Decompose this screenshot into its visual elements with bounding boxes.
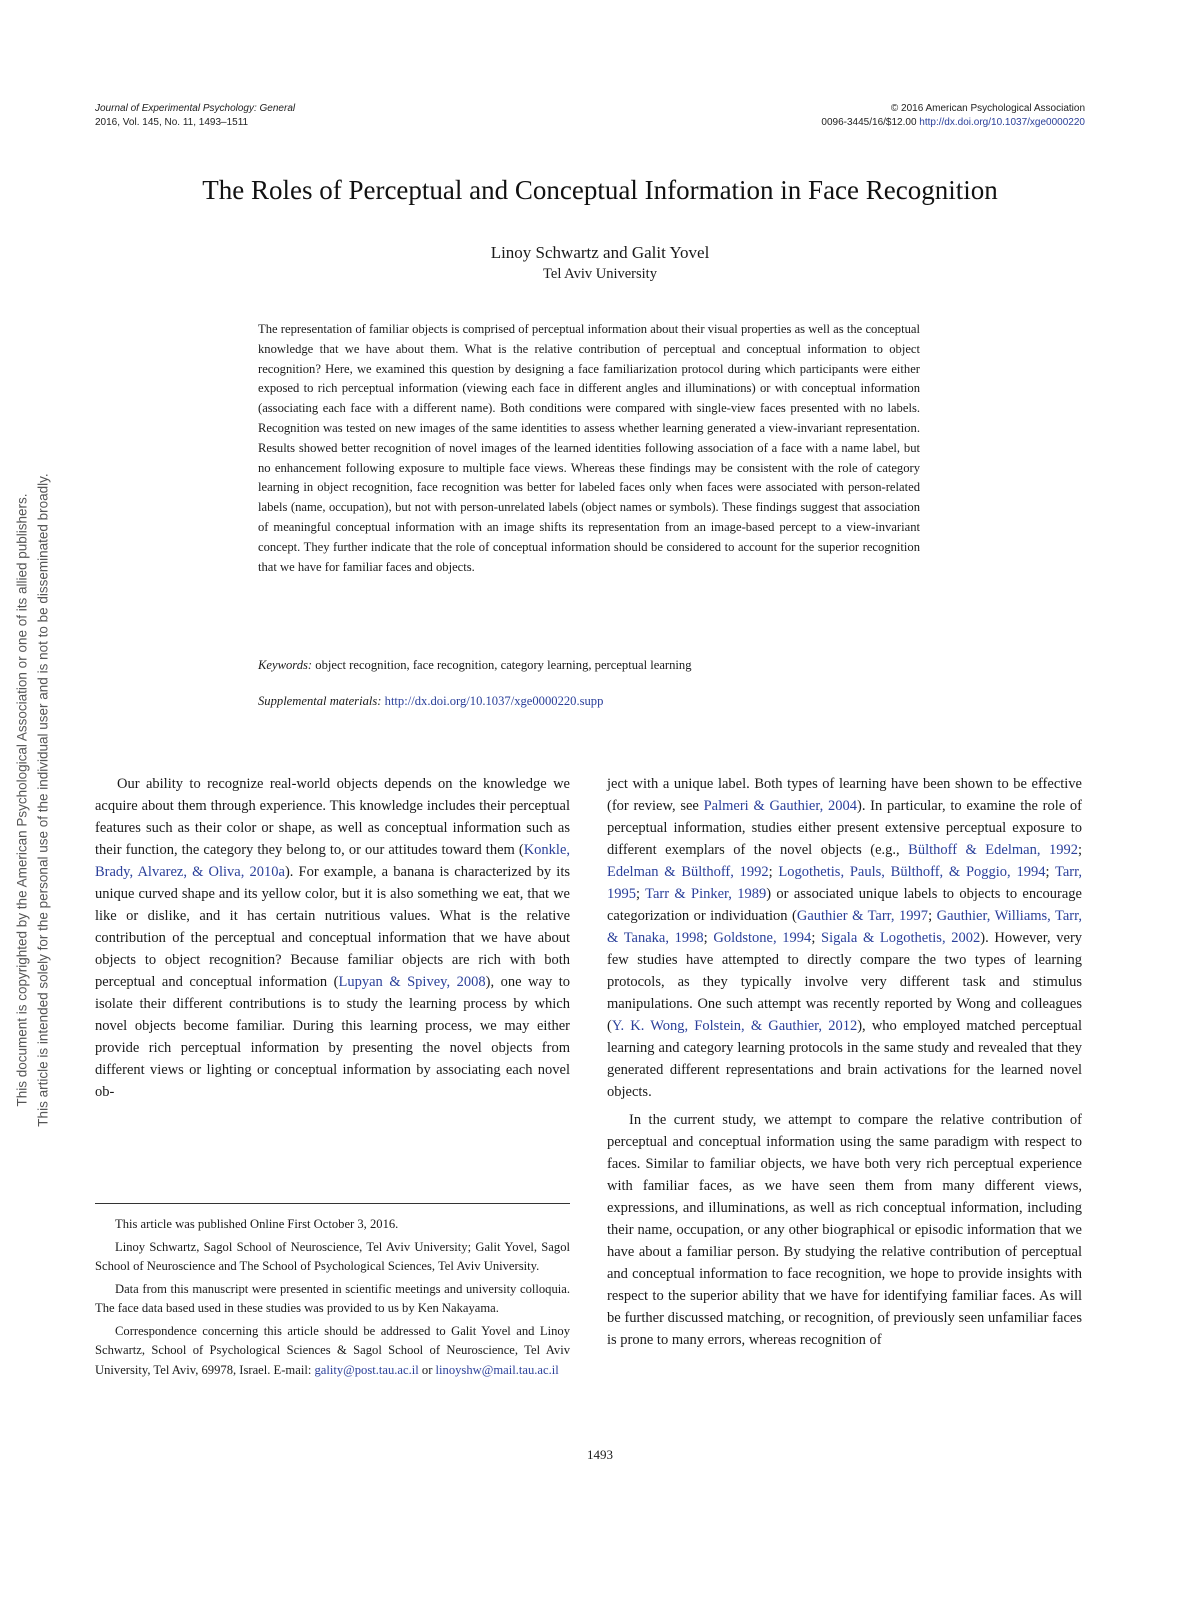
issn-doi-line <box>821 116 1085 130</box>
email-link[interactable]: gality@post.tau.ac.il <box>314 1362 419 1377</box>
journal-title: Journal of Experimental Psychology: General <box>95 103 296 114</box>
text-span: ). In particular, to examine the role of perceptual information, studies either present extensive perceptual exposure to different exemplars of the novel objects (e.g., <box>607 798 1083 858</box>
text-span: ), one way to isolate their different contributions is to study the learning process by which novel objects become familiar. During this learning process, we may either provide rich perceptual information by presenting the novel objects from different views or lighting or conceptual information by associating each novel ob- <box>95 974 571 1100</box>
text-span: Our ability to recognize real-world objects depends on the knowledge we acquire about them through experience. This knowledge includes their perceptual features such as their color or shape, as well as conceptual information such as their function, the category they belong to, or our attitudes toward them ( <box>95 776 570 858</box>
citation-link[interactable]: Bülthoff & Edelman, 1992 <box>908 842 1078 858</box>
citation-link[interactable]: Tarr, 1995 <box>607 864 1082 902</box>
text-span: ; <box>703 930 714 946</box>
keywords-label: Keywords: <box>258 658 313 672</box>
author-affiliation: Tel Aviv University <box>543 266 657 282</box>
keywords <box>258 656 920 675</box>
footnote: Linoy Schwartz, Sagol School of Neuroscience, Tel Aviv University; Galit Yovel, Sagol School of Neuroscience and The School of Psychological Sciences, Tel Aviv University. <box>95 1239 570 1273</box>
citation-link[interactable]: Y. K. Wong, Folstein, & Gauthier, 2012 <box>611 1018 858 1034</box>
footnote-correspondence <box>95 1322 570 1381</box>
footnotes <box>95 1215 570 1383</box>
citation-link[interactable]: Sigala & Logothetis, 2002 <box>821 930 981 946</box>
abstract: The representation of familiar objects is comprised of perceptual information about their visual properties as well as the conceptual knowledge that we have about them. What is the relative contribution of perceptual and conceptual information to object recognition? Here, we examined this question by designing a face familiarization protocol during which participants were either exposed to rich perceptual information (viewing each face in different angles and illuminations) or with conceptual information (associating each face with a different name). Both conditions were compared with single-view faces presented with no labels. Recognition was tested on new images of the same identities to assess whether learning generated a view-invariant representation. Results showed better recognition of novel images of the learned identities following association of a face with a name label, but no enhancement following exposure to multiple face views. Whereas these findings may be consistent with the role of category learning in object recognition, face recognition was better for labeled faces only when faces were associated with person-related labels (name, occupation), but not with person-unrelated labels (object names or symbols). These findings suggest that association of meaningful conceptual information with an image shifts its representation from an image-based percept to a view-invariant concept. They further indicate that the role of conceptual information should be considered to account for the superior recognition that we have for familiar faces and objects. <box>258 322 920 574</box>
text-span: ; <box>636 886 646 902</box>
email-link[interactable]: linoyshw@mail.tau.ac.il <box>435 1362 559 1377</box>
text-span: ; <box>928 908 937 924</box>
citation-link[interactable]: Lupyan & Spivey, 2008 <box>338 974 486 990</box>
text-span: ject with a unique label. Both types of learning have been shown to be effective (for review, see <box>607 776 1082 814</box>
citation-link[interactable]: Gauthier & Tarr, 1997 <box>796 908 929 924</box>
keywords-text: object recognition, face recognition, category learning, perceptual learning <box>315 658 692 672</box>
body-paragraph <box>607 773 1082 1103</box>
copyright-line: © 2016 American Psychological Association <box>890 103 1085 114</box>
footnote: This article was published Online First October 3, 2016. <box>115 1217 399 1231</box>
copyright-notice-line-1: This document is copyrighted by the American Psychological Association or one of its allied publishers. <box>14 493 30 1107</box>
citation-link[interactable]: Gauthier, Williams, Tarr, & Tanaka, 1998 <box>607 908 1083 946</box>
text-span: ), who employed matched perceptual learning and category learning protocols in the same study and revealed that they generated different representations and brain activations for the learned novel objects. <box>607 1018 1082 1100</box>
supplemental-materials <box>258 692 920 711</box>
doi-link[interactable]: http://dx.doi.org/10.1037/xge0000220 <box>919 117 1085 128</box>
citation-link[interactable]: Tarr & Pinker, 1989 <box>645 886 767 902</box>
supplemental-link[interactable]: http://dx.doi.org/10.1037/xge0000220.supp <box>384 694 604 708</box>
text-span: ). However, very few studies have attempted to directly compare the two types of learning protocols, as they typically involve very different task and stimulus manipulations. One such attempt was recently reported by Wong and colleagues ( <box>607 930 1083 1034</box>
footnote: Data from this manuscript were presented in scientific meetings and university colloquia. The face data based used in these studies was provided to us by Ken Nakayama. <box>95 1281 570 1315</box>
copyright-header <box>821 102 1085 130</box>
supplemental-label: Supplemental materials: <box>258 694 382 708</box>
text-span: ; <box>1045 864 1055 880</box>
text-span: ; <box>811 930 822 946</box>
journal-header <box>95 102 295 130</box>
body-paragraph <box>95 773 570 1103</box>
text-span: ) or associated unique labels to objects to encourage categorization or individuation ( <box>607 886 1082 924</box>
journal-volume: 2016, Vol. 145, No. 11, 1493–1511 <box>95 117 249 128</box>
citation-link[interactable]: Palmeri & Gauthier, 2004 <box>703 798 857 814</box>
citation-link[interactable]: Edelman & Bülthoff, 1992 <box>607 864 769 880</box>
text-span: ). For example, a banana is characterized by its unique curved shape and its yellow color, but it is also something we eat, that we like or dislike, and it has certain nutritious values. What is the relative contribution of the perceptual and conceptual information that we have about objects to object recognition? Because familiar objects are rich with both perceptual and conceptual information ( <box>95 864 570 990</box>
body-right-column <box>607 773 1082 1351</box>
page-number: 1493 <box>587 1447 613 1462</box>
footnote-rule <box>95 1203 570 1204</box>
copyright-notice-line-2: This article is intended solely for the personal use of the individual user and is not to be disseminated broadly. <box>35 473 51 1127</box>
citation-link[interactable]: Logothetis, Pauls, Bülthoff, & Poggio, 1994 <box>778 864 1046 880</box>
body-paragraph: In the current study, we attempt to compare the relative contribution of perceptual and conceptual information using the same paradigm with respect to faces. Similar to familiar objects, we have both very rich perceptual experience with familiar faces, as we have seen them from many different views, expressions, and illuminations, as well as rich conceptual information, including their name, occupation, or any other biographical or episodic information that we have about a familiar person. By studying the relative contribution of perceptual and conceptual information to face recognition, we hope to provide insights with respect to the superior ability that we have for identifying familiar faces. As will be further discussed matching, or recognition, of previously seen unfamiliar faces is prone to many errors, whereas recognition of <box>607 1112 1082 1348</box>
text-span: ; <box>1077 842 1082 858</box>
article-title: The Roles of Perceptual and Conceptual Information in Face Recognition <box>202 175 998 205</box>
citation-link[interactable]: Goldstone, 1994 <box>713 930 812 946</box>
issn: 0096-3445/16/$12.00 <box>821 117 917 128</box>
text-span: or <box>418 1362 436 1377</box>
body-left-column <box>95 773 570 1103</box>
text-span: Correspondence concerning this article should be addressed to Galit Yovel and Linoy Schwartz, School of Psychological Sciences & Sagol School of Neuroscience, Tel Aviv University, Tel Aviv, 69978, Israel. E-mail: <box>95 1323 570 1377</box>
citation-link[interactable]: Konkle, Brady, Alvarez, & Oliva, 2010a <box>95 842 570 880</box>
article-authors: Linoy Schwartz and Galit Yovel <box>490 243 710 262</box>
text-span: ; <box>768 864 779 880</box>
